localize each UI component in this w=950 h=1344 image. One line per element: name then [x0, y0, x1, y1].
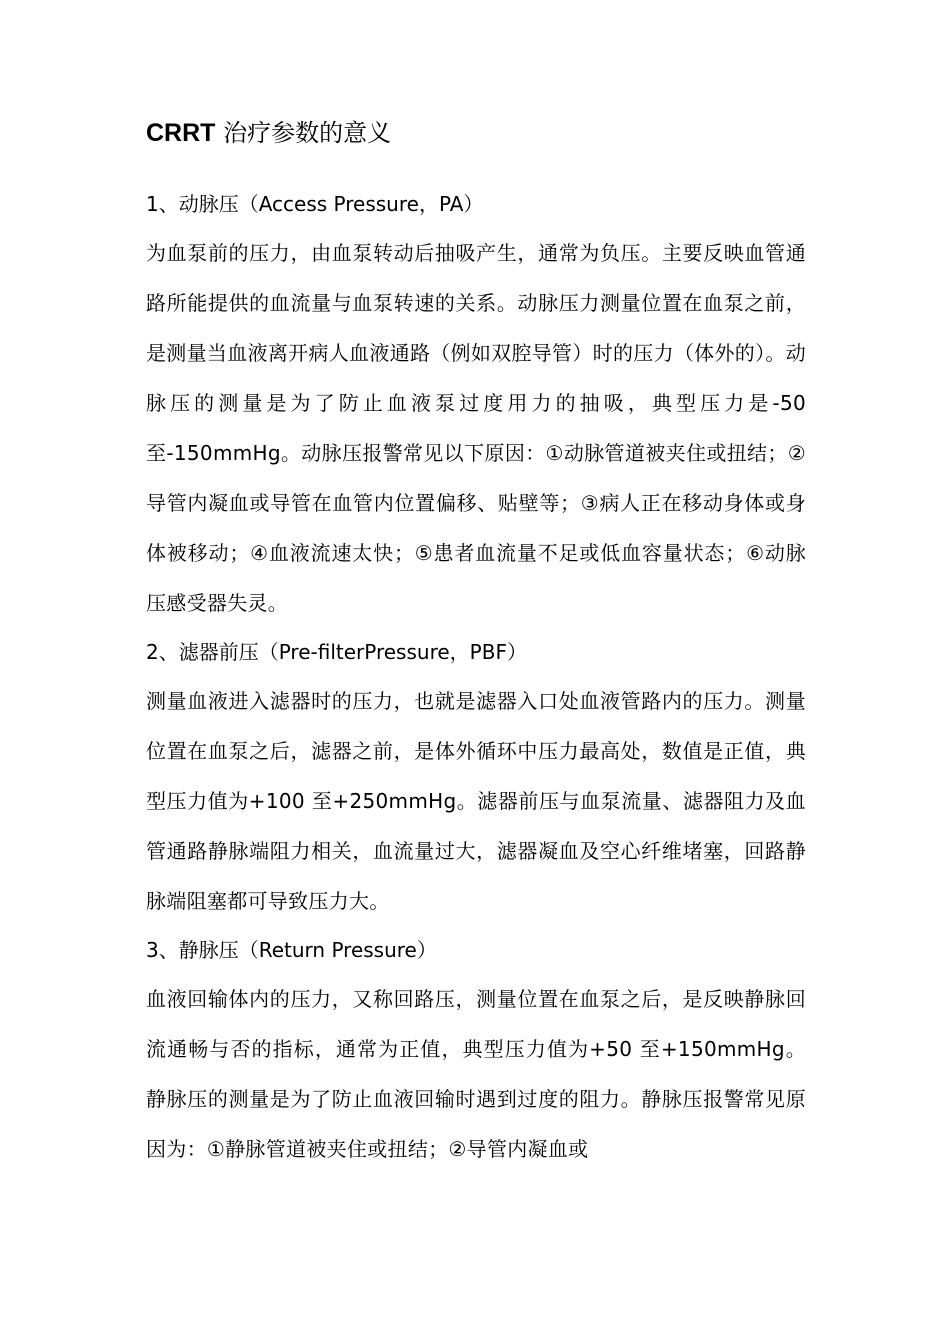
section-heading-return-pressure: 3、静脉压（Return Pressure） — [146, 938, 437, 962]
title-acronym: CRRT — [146, 119, 216, 147]
section-heading-arterial-pressure: 1、动脉压（Access Pressure，PA） — [146, 192, 484, 216]
title-text: 治疗参数的意义 — [215, 119, 392, 147]
section-body-arterial-pressure: 为血泵前的压力，由血泵转动后抽吸产生，通常为负压。主要反映血管通路所能提供的血流量与血泵转速的关系。动脉压力测量位置在血泵之前，是测量当血液离开病人血液通路（例如双腔导管）时的压力（体外的）。动脉压的测量是为了防止血液泵过度用力的抽吸，典型压力是-50 至-150mmHg。动脉压报警常见以下原因：①动脉管道被夹住或扭结；②导管内凝血或导管在血管内位置偏移、贴壁等；③病人正在移动身体或身体被移动；④血液流速太快；⑤患者血流量不足或低血容量状态；⑥动脉压感受器失灵。 — [146, 241, 806, 615]
section-body-return-pressure: 血液回输体内的压力，又称回路压，测量位置在血泵之后，是反映静脉回流通畅与否的指标，通常为正值，典型压力值为+50 至+150mmHg。静脉压的测量是为了防止血液回输时遇到过度的阻力。静脉压报警常见原因为：①静脉管道被夹住或扭结；②导管内凝血或 — [146, 987, 806, 1161]
document-title — [146, 116, 391, 150]
section-body-pre-filter-pressure: 测量血液进入滤器时的压力，也就是滤器入口处血液管路内的压力。测量位置在血泵之后，滤器之前，是体外循环中压力最高处，数值是正值，典型压力值为+100 至+250mmHg。滤器前压与血泵流量、滤器阻力及血管通路静脉端阻力相关，血流量过大，滤器凝血及空心纤维堵塞，回路静脉端阻塞都可导致压力大。 — [146, 689, 806, 913]
section-heading-pre-filter-pressure: 2、滤器前压（Pre-filterPressure，PBF） — [146, 640, 527, 664]
